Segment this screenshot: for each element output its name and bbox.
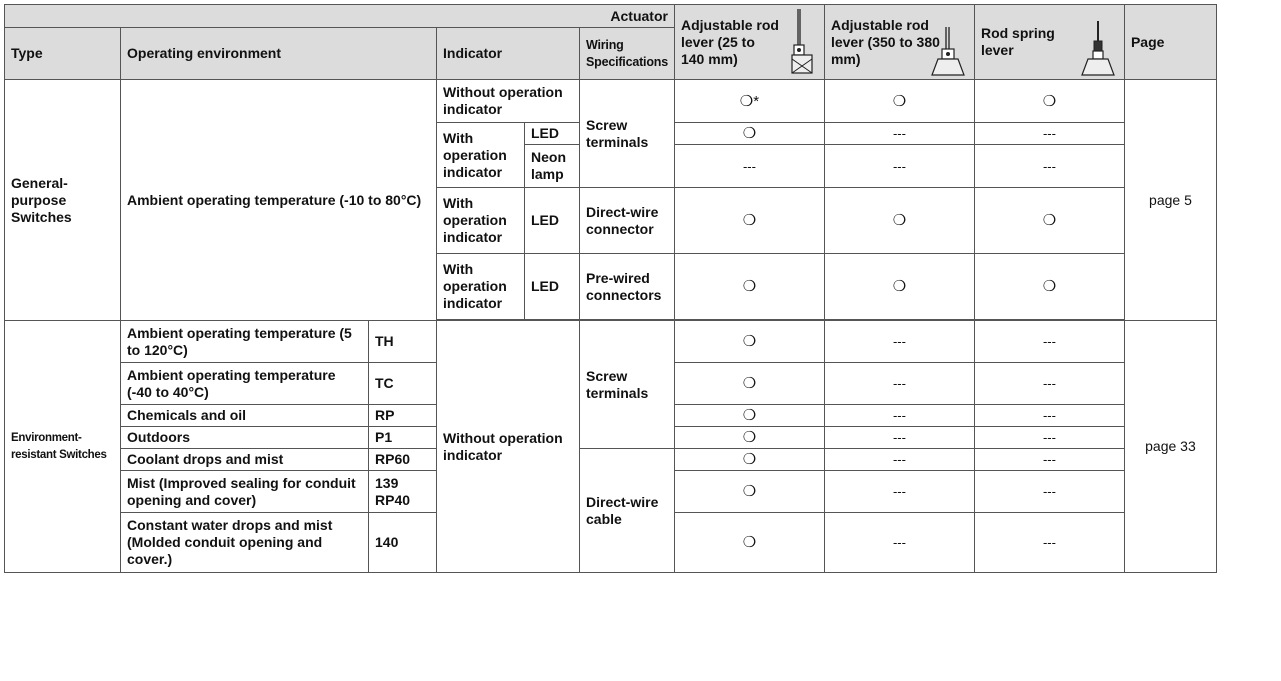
switch-selection-table [4, 4, 1217, 573]
table-cell: ❍ [974, 188, 1124, 254]
table-cell: --- [974, 427, 1124, 449]
table-cell: --- [974, 123, 1124, 145]
table-cell: ❍ [674, 363, 824, 405]
table-cell: --- [824, 427, 974, 449]
env-row-label: Mist (Improved sealing for conduit opening and cover) [121, 471, 369, 513]
env-row-code: 139 RP40 [369, 471, 437, 513]
env-row-code: TC [369, 363, 437, 405]
table-cell: ❍ [674, 123, 824, 145]
table-cell: ❍* [674, 80, 824, 123]
table-cell: --- [824, 471, 974, 513]
actuator-rod-spring-lever-header: Rod spring lever [974, 5, 1124, 80]
table-cell: --- [974, 145, 1124, 188]
actuator-long-adjustable-rod-lever-header: Adjustable rod lever (350 to 380 mm) [824, 5, 974, 80]
table-cell: ❍ [674, 321, 824, 363]
wiring-pre-wired-connectors: Pre-wired connectors [580, 254, 675, 320]
table-cell: --- [824, 145, 974, 188]
actuator-adjustable-rod-lever-header: Adjustable rod lever (25 to 140 mm) [674, 5, 824, 80]
table-cell: ❍ [674, 449, 824, 471]
table-cell: --- [824, 449, 974, 471]
adjustable-rod-lever-icon [788, 7, 818, 77]
table-cell: --- [974, 513, 1124, 573]
type-header: Type [5, 28, 121, 80]
actuator-header: Actuator [5, 5, 675, 28]
table-cell: --- [824, 363, 974, 405]
page-header: Page [1124, 5, 1216, 80]
indicator-with: With operation indicator [437, 123, 525, 188]
type-general-purpose: General-purpose Switches [5, 80, 121, 321]
env-row-code: TH [369, 321, 437, 363]
table-cell: ❍ [974, 254, 1124, 320]
indicator-with: With operation indicator [437, 188, 525, 254]
operating-environment-header: Operating environment [121, 28, 437, 80]
indicator-led: LED [525, 254, 580, 320]
wiring-screw-terminals-env: Screw terminals [580, 321, 675, 449]
env-row-code: P1 [369, 427, 437, 449]
wiring-direct-wire-cable: Direct-wire cable [580, 449, 675, 573]
table-cell: ❍ [824, 254, 974, 320]
table-cell: ❍ [674, 471, 824, 513]
table-cell: ❍ [824, 188, 974, 254]
table-cell: --- [824, 513, 974, 573]
wiring-specifications-header: Wiring Specifications [580, 28, 675, 80]
env-row-label: Ambient operating temperature (-40 to 40°C) [121, 363, 369, 405]
type-environment-resistant: Environment-resistant Switches [5, 321, 121, 573]
env-row-code: RP60 [369, 449, 437, 471]
table-cell: --- [974, 321, 1124, 363]
table-cell: ❍ [674, 513, 824, 573]
env-general-purpose: Ambient operating temperature (-10 to 80°C) [121, 80, 437, 321]
table-cell: ❍ [674, 405, 824, 427]
wiring-direct-wire-connector: Direct-wire connector [580, 188, 675, 254]
indicator-led: LED [525, 123, 580, 145]
page-ref-env: page 33 [1124, 321, 1216, 573]
env-row-label: Outdoors [121, 427, 369, 449]
page-ref-general: page 5 [1124, 80, 1216, 321]
table-cell: --- [674, 145, 824, 188]
table-cell: --- [974, 363, 1124, 405]
table-cell: ❍ [824, 80, 974, 123]
indicator-led: LED [525, 188, 580, 254]
env-row-label: Ambient operating temperature (5 to 120°C) [121, 321, 369, 363]
table-cell: --- [974, 471, 1124, 513]
wiring-screw-terminals: Screw terminals [580, 80, 675, 188]
indicator-without: Without operation indicator [437, 80, 580, 123]
table-cell: --- [974, 449, 1124, 471]
env-row-code: RP [369, 405, 437, 427]
env-row-label: Chemicals and oil [121, 405, 369, 427]
table-cell: ❍ [674, 188, 824, 254]
table-cell: ❍ [674, 254, 824, 320]
table-cell: --- [974, 405, 1124, 427]
table-cell: --- [824, 321, 974, 363]
rod-spring-lever-icon [1078, 7, 1118, 77]
indicator-neon-lamp: Neon lamp [525, 145, 580, 188]
table-cell: ❍ [974, 80, 1124, 123]
env-row-label: Coolant drops and mist [121, 449, 369, 471]
indicator-header: Indicator [437, 28, 580, 80]
env-row-code: 140 [369, 513, 437, 573]
indicator-without-env: Without operation indicator [437, 321, 580, 573]
indicator-with: With operation indicator [437, 254, 525, 320]
table-cell: ❍ [674, 427, 824, 449]
env-row-label: Constant water drops and mist (Molded conduit opening and cover.) [121, 513, 369, 573]
table-cell: --- [824, 123, 974, 145]
table-cell: --- [824, 405, 974, 427]
